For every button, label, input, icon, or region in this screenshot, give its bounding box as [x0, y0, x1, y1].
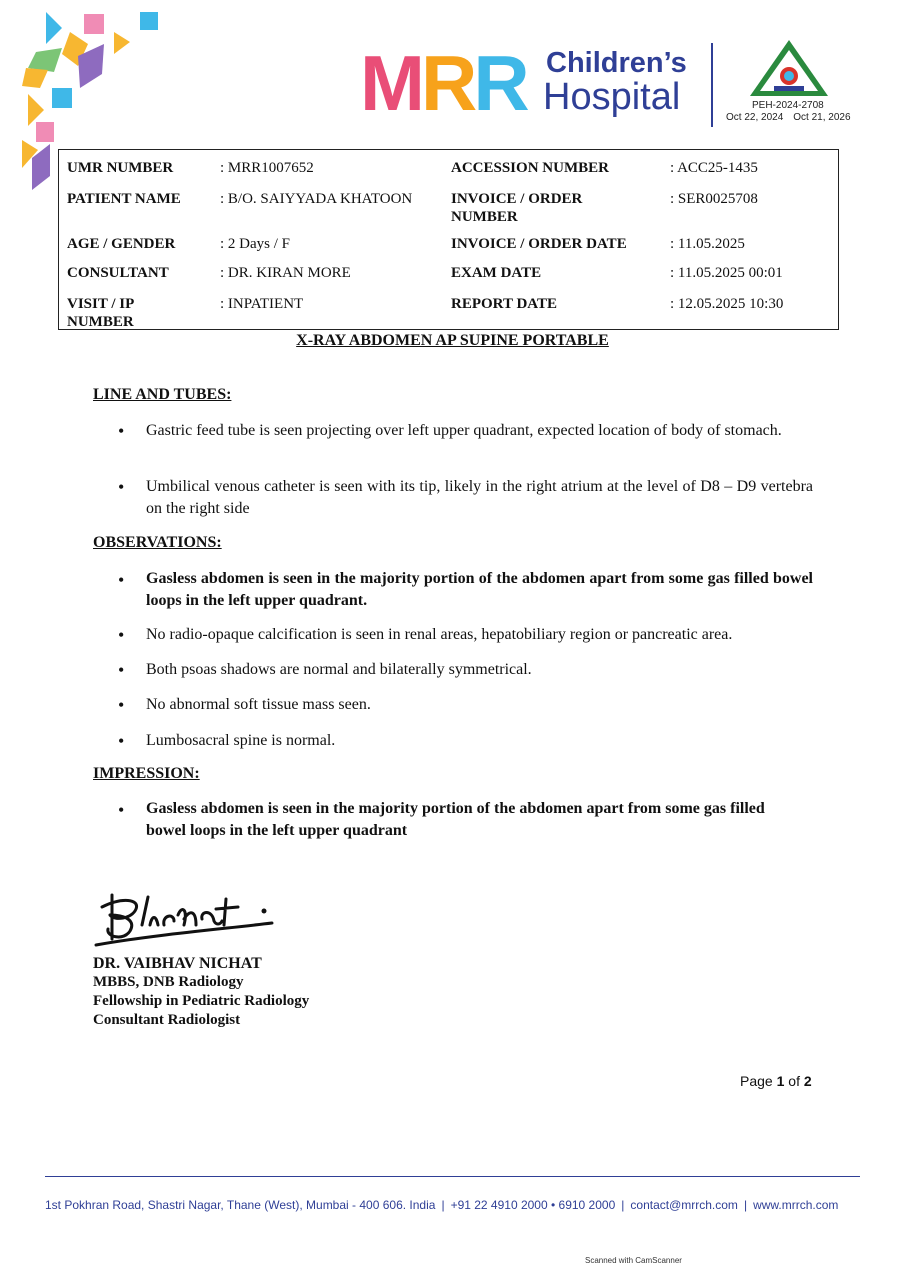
label-consultant: CONSULTANT	[67, 265, 169, 281]
footer-address: 1st Pokhran Road, Shastri Nagar, Thane (West), Mumbai - 400 606. India	[45, 1198, 436, 1212]
signatory-name: DR. VAIBHAV NICHAT	[93, 955, 262, 972]
value-age-gender: : 2 Days / F	[220, 236, 291, 252]
footer-separator: |	[441, 1198, 445, 1212]
label-invoice-order-number	[451, 190, 582, 226]
signatory-fellowship: Fellowship in Pediatric Radiology	[93, 993, 310, 1009]
value-invoice-order-number: : SER0025708	[670, 191, 758, 207]
page-total: 2	[803, 1073, 812, 1089]
page-of: of	[788, 1073, 800, 1089]
label-visit-ip-line1: VISIT / IP	[67, 296, 135, 312]
label-age-gender: AGE / GENDER	[67, 236, 176, 252]
finding-umbilical-venous-catheter: Umbilical venous catheter is seen with its tip, likely in the right atrium at the level of D8 – D9 vertebra on the right side	[146, 478, 813, 517]
observation-no-calcification: No radio-opaque calcification is seen in renal areas, hepatobiliary region or pancreatic area.	[146, 626, 733, 643]
mrr-logo	[360, 39, 526, 127]
footer-separator: |	[621, 1198, 625, 1212]
observation-no-soft-tissue-mass: No abnormal soft tissue mass seen.	[146, 696, 371, 713]
observation-psoas-shadows: Both psoas shadows are normal and bilaterally symmetrical.	[146, 661, 532, 678]
observation-gasless-abdomen: Gasless abdomen is seen in the majority portion of the abdomen apart from some gas filled bowel loops in the left upper quadrant.	[146, 570, 813, 609]
value-accession-number: : ACC25-1435	[670, 160, 758, 176]
handwritten-signature	[92, 885, 282, 951]
page-number	[740, 1073, 812, 1089]
footer-phone: +91 22 4910 2000 • 6910 2000	[450, 1198, 616, 1212]
label-invoice-order-number-line2: NUMBER	[451, 209, 518, 225]
certificate-code: PEH-2024-2708	[752, 100, 824, 111]
logo-letter-m: M	[360, 39, 421, 127]
value-consultant: : DR. KIRAN MORE	[220, 265, 351, 281]
label-patient-name: PATIENT NAME	[67, 191, 181, 207]
observation-lumbosacral-spine: Lumbosacral spine is normal.	[146, 732, 336, 749]
signatory-block	[93, 954, 309, 1030]
footer-email[interactable]: contact@mrrch.com	[630, 1198, 738, 1212]
footer-contact	[45, 1198, 838, 1212]
scan-watermark: Scanned with CamScanner	[585, 1256, 682, 1265]
footer-separator: |	[743, 1198, 748, 1212]
value-invoice-order-date: : 11.05.2025	[670, 236, 745, 252]
logo-letter-r1: R	[420, 39, 474, 127]
value-patient-name: : B/O. SAIYYADA KHATOON	[220, 191, 413, 207]
label-visit-ip-number	[67, 295, 134, 331]
logo-childrens: Children’s	[546, 47, 687, 79]
logo-divider	[711, 43, 713, 127]
nabh-certification-badge	[748, 38, 830, 100]
label-invoice-order-number-line1: INVOICE / ORDER	[451, 191, 583, 207]
label-invoice-order-date: INVOICE / ORDER DATE	[451, 236, 627, 252]
cert-to-date: Oct 21, 2026	[793, 112, 851, 123]
report-title: X-RAY ABDOMEN AP SUPINE PORTABLE	[296, 332, 609, 349]
section-heading-observations: OBSERVATIONS:	[93, 534, 222, 551]
label-visit-ip-line2: NUMBER	[67, 314, 134, 330]
impression-gasless-abdomen: Gasless abdomen is seen in the majority portion of the abdomen apart from some gas filled bowel loops in the left upper quadrant	[146, 800, 765, 839]
finding-gastric-feed-tube: Gastric feed tube is seen projecting over left upper quadrant, expected location of body of stomach.	[146, 422, 782, 439]
section-heading-impression: IMPRESSION:	[93, 765, 200, 782]
value-visit-ip-number: : INPATIENT	[220, 296, 304, 312]
value-umr-number: : MRR1007652	[220, 160, 314, 176]
section-heading-line-and-tubes: LINE AND TUBES:	[93, 386, 232, 403]
label-exam-date: EXAM DATE	[451, 265, 542, 281]
footer-website[interactable]: www.mrrch.com	[753, 1198, 839, 1212]
footer-divider	[45, 1176, 860, 1177]
cert-from-date: Oct 22, 2024	[726, 112, 784, 123]
page-prefix: Page	[740, 1073, 773, 1089]
certificate-validity	[726, 112, 861, 123]
page-current: 1	[776, 1073, 785, 1089]
value-report-date: : 12.05.2025 10:30	[670, 296, 784, 312]
value-exam-date: : 11.05.2025 00:01	[670, 265, 783, 281]
label-accession-number: ACCESSION NUMBER	[451, 160, 609, 176]
logo-letter-r2: R	[473, 39, 526, 127]
label-umr-number: UMR NUMBER	[67, 160, 174, 176]
logo-hospital: Hospital	[543, 76, 681, 118]
signatory-qualification: MBBS, DNB Radiology	[93, 974, 244, 990]
signatory-role: Consultant Radiologist	[93, 1012, 241, 1028]
label-report-date: REPORT DATE	[451, 296, 558, 312]
